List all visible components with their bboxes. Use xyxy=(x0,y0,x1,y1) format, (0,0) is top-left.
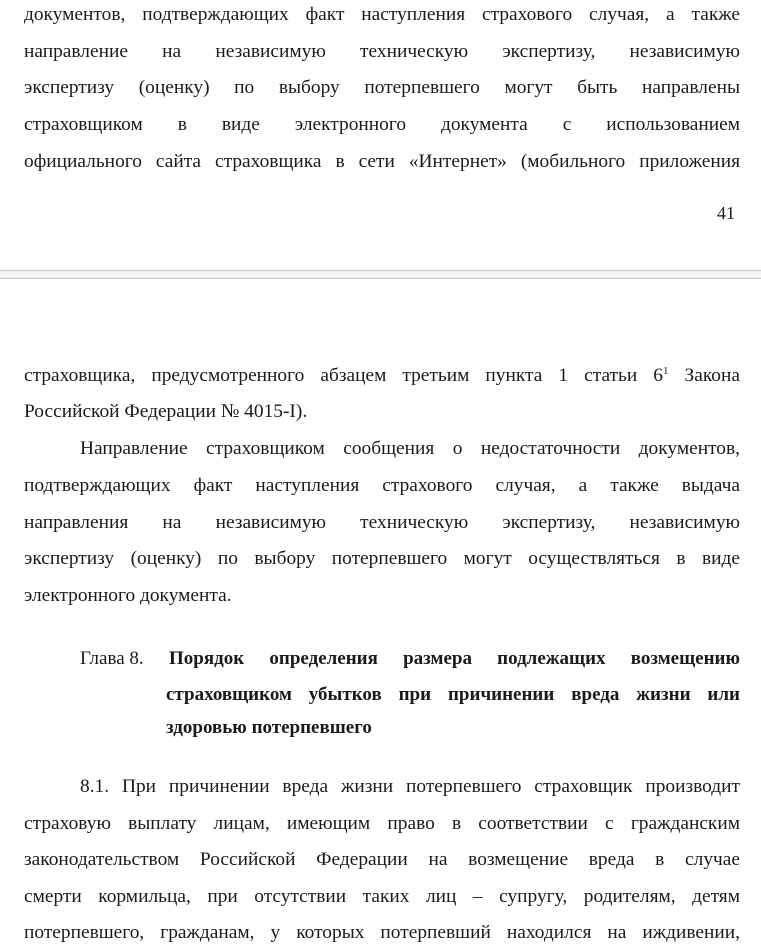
chapter-label: Глава 8. xyxy=(80,648,144,669)
text-line: Российской Федерации № 4015-I). xyxy=(24,401,308,422)
text-line xyxy=(24,364,740,388)
chapter-title-line: Порядок определения размера подлежащих возмещению xyxy=(169,648,740,669)
text-line: Направление страховщиком сообщения о недостаточности документов, xyxy=(80,438,740,459)
text-line: направление на независимую техническую экспертизу, независимую xyxy=(24,41,740,62)
text-line: электронного документа. xyxy=(24,585,232,606)
text-line: подтверждающих факт наступления страхового случая, а также выдача xyxy=(24,475,740,496)
text-line: 8.1. При причинении вреда жизни потерпевшего страховщик производит xyxy=(80,776,740,797)
superscript: 1 xyxy=(663,365,669,377)
text-line: документов, подтверждающих факт наступления страхового случая, а также xyxy=(24,4,740,25)
text-line: экспертизу (оценку) по выбору потерпевшего могут осуществляться в виде xyxy=(24,548,740,569)
text-segment: страховщика, предусмотренного абзацем третьим пункта 1 статьи 6 xyxy=(24,365,663,386)
text-line: страховую выплату лицам, имеющим право в соответствии с гражданским xyxy=(24,813,740,834)
text-line: законодательством Российской Федерации на возмещение вреда в случае xyxy=(24,849,740,870)
text-line: потерпевшего, гражданам, у которых потерпевший находился на иждивении, xyxy=(24,922,740,943)
document-page-42 xyxy=(0,279,761,949)
chapter-title-line: здоровью потерпевшего xyxy=(166,717,372,738)
chapter-title-line: страховщиком убытков при причинении вреда жизни или xyxy=(166,684,740,705)
page-number: 41 xyxy=(717,203,735,223)
page-separator xyxy=(0,270,761,279)
text-line: смерти кормильца, при отсутствии таких лиц – супругу, родителям, детям xyxy=(24,886,740,907)
text-segment: Закона xyxy=(668,365,740,386)
document-page-41 xyxy=(0,0,761,270)
text-line: страховщиком в виде электронного документа с использованием xyxy=(24,114,740,135)
text-line: направления на независимую техническую экспертизу, независимую xyxy=(24,512,740,533)
text-line: экспертизу (оценку) по выбору потерпевшего могут быть направлены xyxy=(24,77,740,98)
text-line: официального сайта страховщика в сети «Интернет» (мобильного приложения xyxy=(24,151,740,172)
